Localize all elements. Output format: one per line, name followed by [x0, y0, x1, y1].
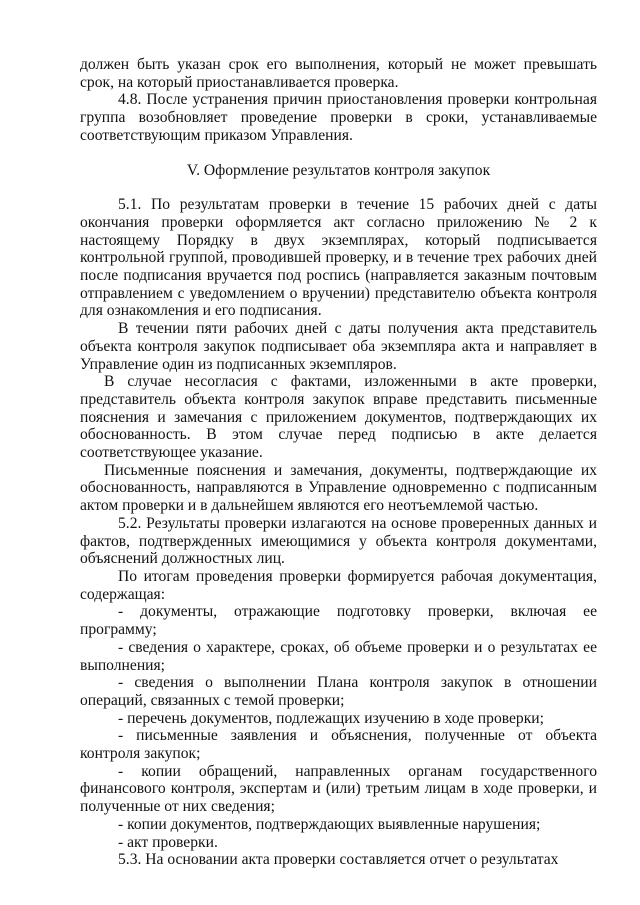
paragraph-4-8: 4.8. После устранения причин приостановления проверки контрольная группа возобновляет проведение проверки в сроки, устанавливаемые соответствующим приказом Управления. [80, 91, 597, 144]
paragraph-5-3: 5.3. На основании акта проверки составляется отчет о результатах [118, 851, 559, 869]
paragraph-working-documentation: По итогам проведения проверки формируется рабочая документация, содержащая: [80, 567, 597, 603]
list-item: - копии обращений, направленных органам государственного финансового контроля, экспертам и (или) третьим лицам в ходе проверки, и полученные от них сведения; [80, 762, 597, 816]
paragraph-5-2: 5.2. Результаты проверки излагаются на основе проверенных данных и фактов, подтвержденных имеющимися у объекта контроля документами, объяснений должностных лиц. [80, 514, 597, 568]
list-item: - документы, отражающие подготовку проверки, включая ее программу; [80, 603, 597, 639]
paragraph-act-signing: В течении пяти рабочих дней с даты получения акта представитель объекта контроля закупок подписывает оба экземпляра акта и направляет в Управление один из подписанных экземпляров. [80, 320, 597, 373]
paragraph-4-7-continuation: должен быть указан срок его выполнения, который не может превышать срок, на который приостанавливается проверка. [80, 56, 597, 91]
list-item: - сведения о характере, сроках, об объеме проверки и о результатах ее выполнения; [80, 638, 597, 674]
paragraph-disagreement: В случае несогласия с фактами, изложенными в акте проверки, представитель объекта контроля закупок вправе представить письменные пояснения и замечания с приложением документов, подтверждающих их обоснованность. В этом случае перед подписью в акте делается соответствующее указание. [80, 373, 597, 462]
document-page [80, 56, 597, 869]
section-heading: V. Оформление результатов контроля закупок [186, 161, 491, 179]
list-item: - копии документов, подтверждающих выявленные нарушения; [118, 815, 541, 833]
paragraph-written-explanations: Письменные пояснения и замечания, документы, подтверждающие их обоснованность, направляются в Управление одновременно с подписанным актом проверки и в дальнейшем являются его неотъемлемой частью. [80, 461, 597, 515]
paragraph-5-1: 5.1. По результатам проверки в течение 15 рабочих дней с даты окончания проверки оформляется акт согласно приложению № 2 к настоящему Порядку в двух экземплярах, который подписывается контрольной группой, проводившей проверку, и в течение трех рабочих дней после подписания вручается под роспись (направляется заказным почтовым отправлением с уведомлением о вручении) представителю объекта контроля для ознакомления и его подписания. [80, 196, 597, 320]
list-item: - письменные заявления и объяснения, полученные от объекта контроля закупок; [80, 727, 597, 763]
list-item: - акт проверки. [118, 833, 218, 851]
list-item: - перечень документов, подлежащих изучению в ходе проверки; [118, 709, 544, 727]
list-item: - сведения о выполнении Плана контроля закупок в отношении операций, связанных с темой проверки; [80, 674, 597, 709]
